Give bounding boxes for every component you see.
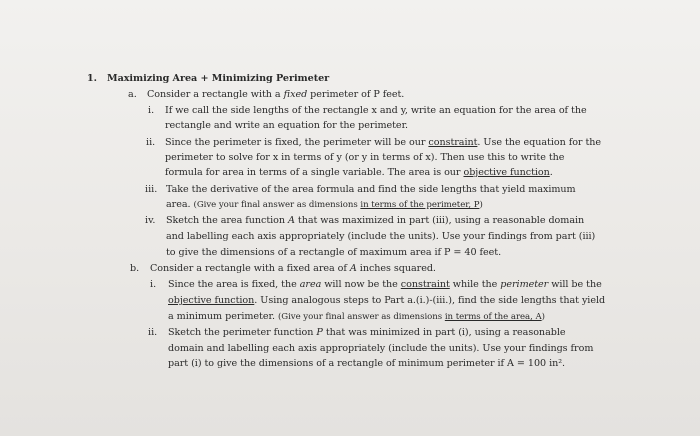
part-b-i-line3: a minimum perimeter. (Give your final answer as dimensions in terms of the area, A) (168, 311, 545, 322)
part-a-i-line1: If we call the side lengths of the rectangle x and y, write an equation for the area of the (165, 105, 587, 116)
part-b-label: b. (130, 263, 140, 274)
problem-number: 1. (87, 73, 98, 84)
part-a-iii-label: iii. (145, 184, 158, 195)
part-a-intro: Consider a rectangle with a fixed perimeter of P feet. (147, 89, 405, 100)
part-a-ii-line3: formula for area in terms of a single variable. The area is our objective function. (165, 167, 553, 178)
problem-title: Maximizing Area + Minimizing Perimeter (107, 73, 330, 84)
part-b-i-line1: Since the area is fixed, the area will now be the constraint while the perimeter will be the (168, 279, 602, 290)
part-a-iii-line1: Take the derivative of the area formula and find the side lengths that yield maximum (166, 184, 576, 195)
part-a-label: a. (128, 89, 137, 100)
part-b-i-label: i. (150, 279, 157, 290)
part-b-intro: Consider a rectangle with a fixed area of A inches squared. (150, 263, 436, 274)
part-b-i-line2: objective function. Using analogous steps to Part a.(i.)-(iii.), find the side lengths that yield (168, 295, 606, 306)
part-b-ii-line3: part (i) to give the dimensions of a rectangle of minimum perimeter if A = 100 in². (168, 358, 566, 369)
part-a-i-label: i. (148, 105, 155, 116)
part-a-iii-line2: area. (Give your final answer as dimensions in terms of the perimeter, P) (166, 199, 483, 210)
part-b-ii-line1: Sketch the perimeter function P that was minimized in part (i), using a reasonable (168, 327, 566, 338)
part-a-ii-label: ii. (146, 137, 156, 148)
part-a-iv-line1: Sketch the area function A that was maximized in part (iii), using a reasonable domain (166, 215, 585, 226)
part-a-ii-line2: perimeter to solve for x in terms of y (or y in terms of x). Then use this to write the (165, 152, 565, 163)
part-a-iv-label: iv. (145, 215, 156, 226)
part-a-ii-line1: Since the perimeter is fixed, the perimeter will be our constraint. Use the equation for the (165, 137, 602, 148)
part-a-iv-line2: and labelling each axis appropriately (include the units). Use your findings from part (iii) (166, 231, 596, 242)
part-b-ii-label: ii. (148, 327, 158, 338)
part-a-i-line2: rectangle and write an equation for the perimeter. (165, 120, 409, 131)
part-b-ii-line2: domain and labelling each axis appropriately (include the units). Use your findings from (168, 343, 594, 354)
part-a-iv-line3: to give the dimensions of a rectangle of maximum area if P = 40 feet. (166, 247, 502, 258)
